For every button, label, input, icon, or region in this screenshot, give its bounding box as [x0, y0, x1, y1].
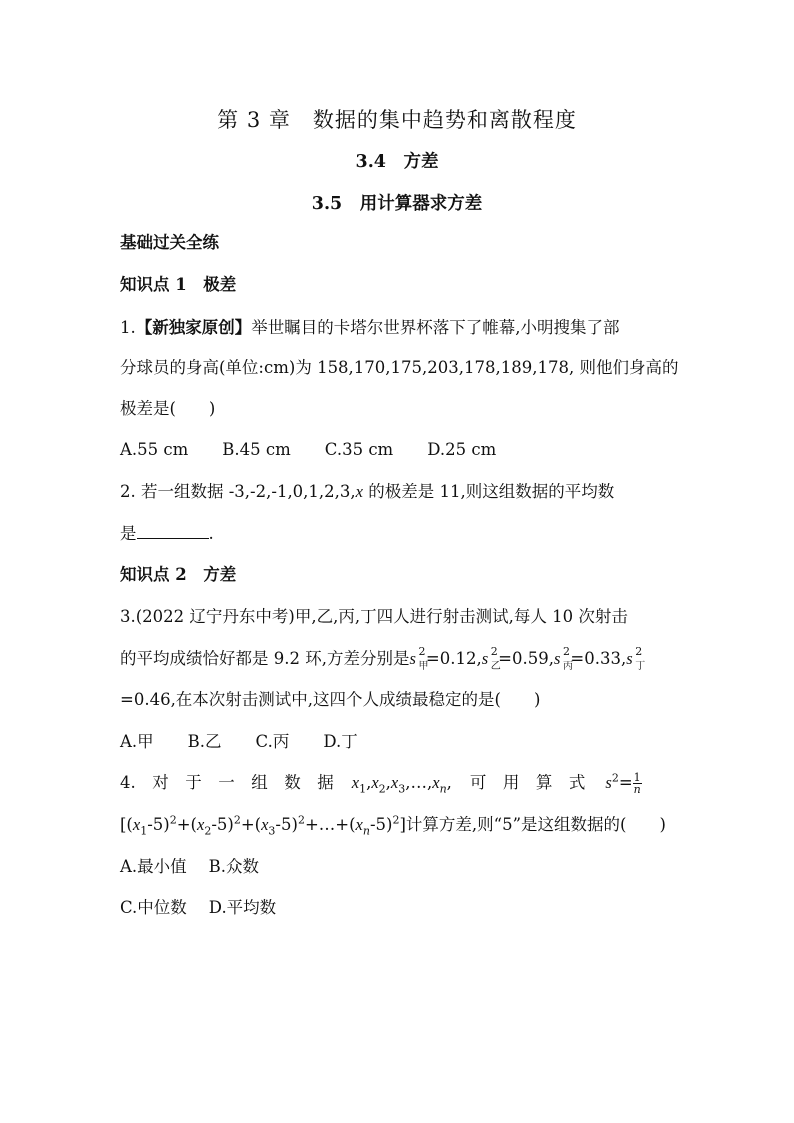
question-1-line-2: 分球员的身高(单位:cm)为 158,170,175,203,178,189,178, 则他们身高的 — [120, 358, 679, 377]
question-4-text-mid: 可 用 算 式 — [469, 773, 586, 792]
question-4-options-row-1 — [120, 856, 259, 878]
question-4-line-2 — [120, 814, 666, 836]
question-4-formula-lead: $s^2=$ — [605, 771, 633, 792]
question-1-option-c: C.35 cm — [324, 440, 394, 459]
knowledge-point-1-heading: 知识点 1 极差 — [120, 275, 237, 294]
question-4-line-1 — [120, 772, 642, 795]
question-3-line-3: =0.46,在本次射击测试中,这四个人成绩最稳定的是( ) — [120, 690, 541, 709]
question-1-option-b: B.45 cm — [222, 440, 291, 459]
variance-jia-value: =0.12, — [425, 649, 482, 668]
question-2-line-2 — [120, 522, 214, 545]
question-3-option-c: C.丙 — [255, 732, 290, 751]
chapter-title: 第 3 章 数据的集中趋势和离散程度 — [217, 108, 577, 132]
question-1-tag: 【新独家原创】 — [135, 318, 252, 337]
question-4-fraction: $\frac{1}{n}$ — [633, 771, 641, 796]
variance-yi: s 2 乙 — [481, 645, 501, 672]
question-3-option-a: A.甲 — [120, 732, 154, 751]
question-2-text-pre: 2. 若一组数据 -3,-2,-1,0,1,2,3, — [120, 482, 356, 501]
question-4-option-d: D.平均数 — [208, 898, 277, 917]
question-3-line-2 — [120, 645, 646, 672]
question-3-option-d: D.丁 — [323, 732, 358, 751]
variance-yi-value: =0.59, — [498, 649, 554, 668]
question-1-option-d: D.25 cm — [427, 440, 497, 459]
question-1-line-3: 极差是( ) — [120, 399, 216, 418]
question-2-line-1 — [120, 481, 614, 503]
question-2-answer-blank[interactable] — [137, 522, 209, 539]
question-1-number: 1. — [120, 318, 136, 337]
question-4-text-1: 4. 对 于 一 组 数 据 — [120, 773, 334, 792]
question-1-text-1: 举世瞩目的卡塔尔世界杯落下了帷幕,小明搜集了部 — [251, 318, 620, 337]
practice-heading: 基础过关全练 — [120, 233, 219, 252]
variance-bing-value: =0.33, — [570, 649, 627, 668]
knowledge-point-2-heading: 知识点 2 方差 — [120, 565, 237, 584]
question-1-line-1 — [120, 317, 620, 339]
question-4-sequence: $x_1,x_2,x_3,\dots,x_n$, — [351, 773, 452, 796]
question-4-options-row-2 — [120, 897, 276, 919]
question-4-text-2: 计算方差,则“5”是这组数据的( ) — [405, 815, 666, 834]
question-4-option-a: A.最小值 — [120, 857, 187, 876]
question-3-text-2: 的平均成绩恰好都是 9.2 环,方差分别是 — [120, 649, 410, 668]
variance-jia: s 2 甲 — [409, 645, 429, 672]
question-4-option-c: C.中位数 — [120, 898, 187, 917]
question-2-variable: x — [355, 482, 363, 501]
question-2-period: . — [208, 524, 214, 543]
question-4-formula-body: $[(x_1-5)^2+(x_2-5)^2+(x_3-5)^2+\dots+(x_n-5)^2]$ — [120, 813, 406, 838]
variance-ding: s 2 丁 — [626, 645, 646, 672]
question-3-line-1: 3.(2022 辽宁丹东中考)甲,乙,丙,丁四人进行射击测试,每人 10 次射击 — [120, 607, 628, 626]
question-3-option-b: B.乙 — [187, 732, 222, 751]
section-title-variance: 3.4 方差 — [355, 152, 439, 172]
question-1-option-a: A.55 cm — [120, 440, 189, 459]
question-3-options — [120, 731, 358, 753]
question-2-text-2: 是 — [120, 524, 137, 543]
question-2-text-post: 的极差是 11,则这组数据的平均数 — [363, 482, 615, 501]
question-4-option-b: B.众数 — [208, 857, 260, 876]
question-1-options — [120, 439, 496, 461]
variance-bing: s 2 丙 — [553, 645, 573, 672]
section-title-calculator: 3.5 用计算器求方差 — [311, 194, 483, 214]
